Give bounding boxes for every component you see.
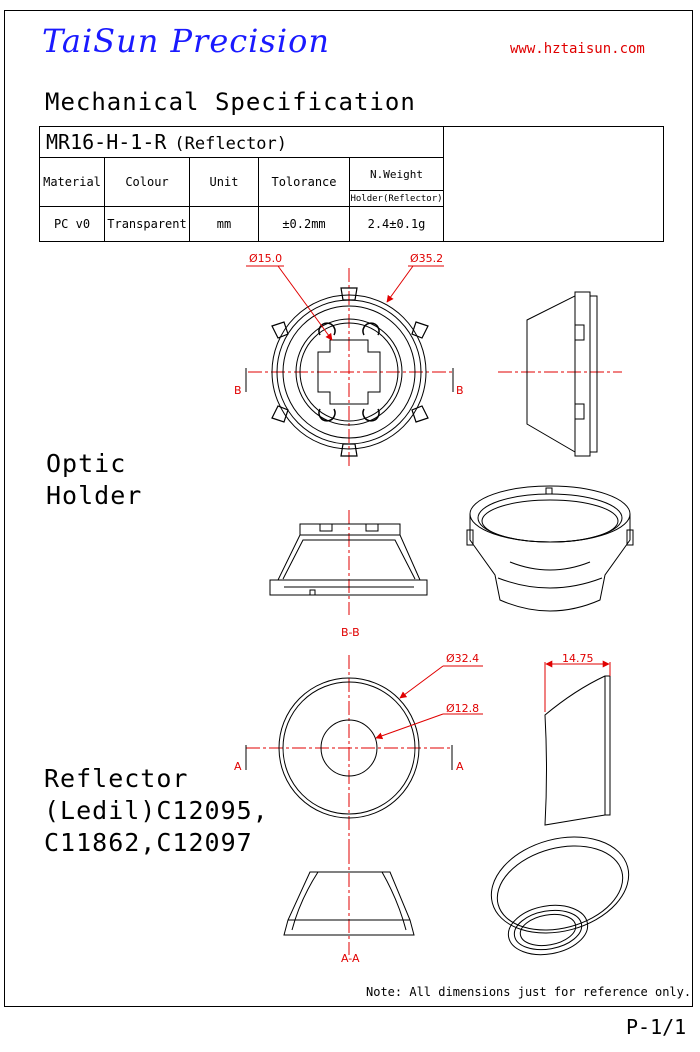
reflector-inner-dimension: Ø12.8 [446, 702, 480, 715]
unit-value: mm [190, 207, 259, 242]
part-number: MR16-H-1-R [46, 130, 167, 154]
reflector-section-right-marker: A [456, 760, 464, 773]
reflector-label-line2: (Ledil)C12095, [44, 796, 269, 825]
holder-label-line1: Optic [46, 449, 127, 478]
website-link[interactable]: www.hztaisun.com [510, 41, 645, 57]
reflector-height-dimension: 14.75 [562, 652, 594, 665]
holder-3d-view [467, 486, 633, 611]
tolerance-header: Tolorance [259, 158, 350, 207]
reflector-label-line1: Reflector [44, 764, 189, 793]
footer-note: Note: All dimensions just for reference only. [366, 985, 692, 999]
brand-logo: TaiSun Precision [42, 22, 330, 60]
reflector-section-view [284, 850, 414, 955]
part-suffix: (Reflector) [174, 134, 288, 154]
reflector-label-line3: C11862,C12097 [44, 828, 253, 857]
reflector-section-caption: A-A [341, 952, 360, 965]
reflector-3d-view [480, 822, 639, 960]
holder-section-right-marker: B [456, 384, 464, 397]
unit-header: Unit [190, 158, 259, 207]
reflector-side-view [545, 662, 610, 825]
weight-value: 2.4±0.1g [350, 207, 444, 242]
weight-subheader: Holder(Reflector) [350, 191, 444, 207]
holder-top-view [246, 266, 453, 468]
holder-outer-dimension: Ø35.2 [410, 252, 444, 265]
holder-section-caption: B-B [341, 626, 360, 639]
holder-section-left-marker: B [234, 384, 242, 397]
page-number: P-1/1 [626, 1015, 687, 1039]
tolerance-value: ±0.2mm [259, 207, 350, 242]
holder-side-view [498, 292, 622, 456]
colour-header: Colour [105, 158, 190, 207]
holder-label-line2: Holder [46, 481, 143, 510]
reflector-top-view [246, 655, 483, 850]
weight-header: N.Weight [350, 158, 444, 191]
reflector-section-left-marker: A [234, 760, 242, 773]
material-value: PC v0 [40, 207, 105, 242]
holder-inner-dimension: Ø15.0 [249, 252, 283, 265]
page-title: Mechanical Specification [45, 88, 416, 116]
reflector-outer-dimension: Ø32.4 [446, 652, 480, 665]
colour-value: Transparent [105, 207, 190, 242]
holder-section-view [270, 510, 427, 615]
material-header: Material [40, 158, 105, 207]
